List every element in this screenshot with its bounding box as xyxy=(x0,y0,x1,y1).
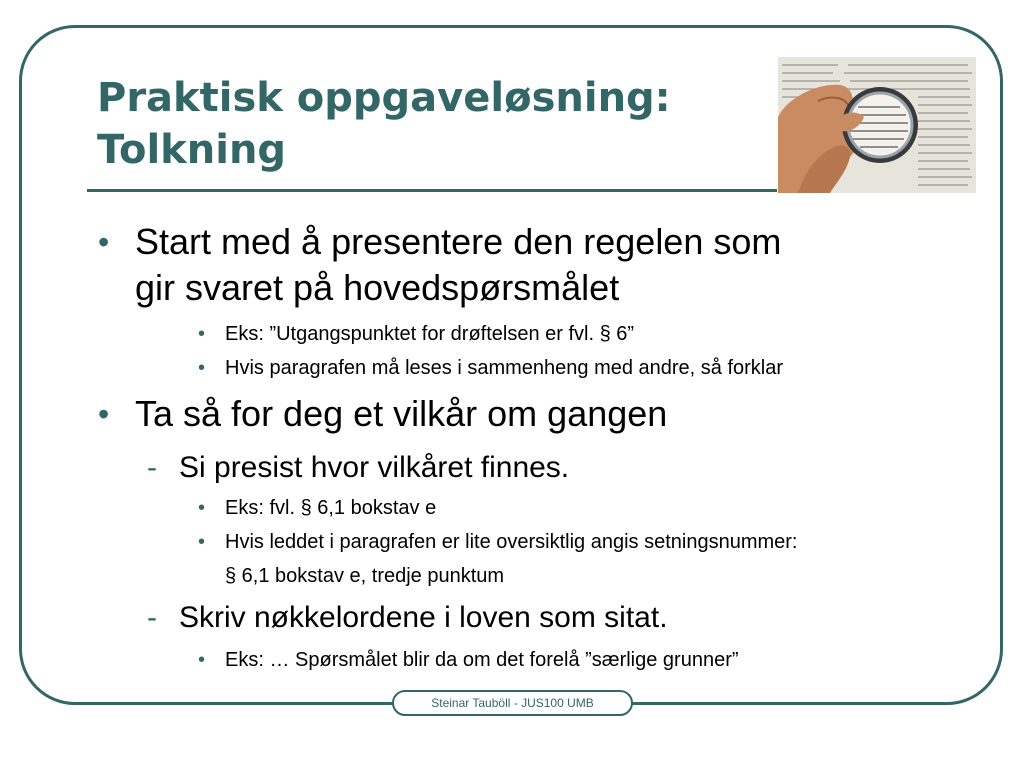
sub-bullet-3-1 xyxy=(198,643,985,677)
sub-bullet-1-1 xyxy=(198,317,985,351)
bullet-item-2 xyxy=(98,391,955,437)
dash-item-1 xyxy=(147,449,959,487)
dash-item-2-text: Skriv nøkkelordene i loven som sitat. xyxy=(179,601,668,634)
bullet-item-1 xyxy=(98,219,955,311)
footer-label: Steinar Tauböll - JUS100 UMB xyxy=(392,690,633,716)
dash-marker: - xyxy=(147,451,157,484)
dash-marker: - xyxy=(147,601,157,634)
bullet-marker: • xyxy=(98,396,110,432)
sub-bullet-marker: • xyxy=(198,323,206,345)
sub-bullet-1-2 xyxy=(198,351,985,385)
bullet-item-2-text: Ta så for deg et vilkår om gangen xyxy=(135,393,668,434)
sub-bullet-marker: • xyxy=(198,357,206,379)
title-line-1: Praktisk oppgaveløsning: xyxy=(97,75,671,121)
bullet-item-1-line-2: gir svaret på hovedspørsmålet xyxy=(135,267,620,308)
sub-bullet-2-2 xyxy=(198,525,985,559)
dash-item-2 xyxy=(147,599,959,637)
sub-bullet-2-2-line-1: Hvis leddet i paragrafen er lite oversiktlig angis setningsnummer: xyxy=(225,531,798,553)
sub-bullet-2-2-continuation xyxy=(225,559,985,593)
sub-bullet-2-1-text: Eks: fvl. § 6,1 bokstav e xyxy=(225,497,437,519)
sub-bullet-marker: • xyxy=(198,531,206,553)
sub-bullet-1-1-text: Eks: ”Utgangspunktet for drøftelsen er fvl. § 6” xyxy=(225,323,635,345)
sub-bullet-2-1 xyxy=(198,491,985,525)
title-line-2: Tolkning xyxy=(97,127,287,173)
sub-bullet-marker: • xyxy=(198,497,206,519)
sub-bullet-marker: • xyxy=(198,649,206,671)
sub-bullet-2-2-line-2: § 6,1 bokstav e, tredje punktum xyxy=(225,565,505,587)
bullet-item-1-line-1: Start med å presentere den regelen som xyxy=(135,221,782,262)
sub-bullet-1-2-text: Hvis paragrafen må leses i sammenheng med andre, så forklar xyxy=(225,357,784,379)
bullet-marker: • xyxy=(98,224,110,260)
sub-bullet-3-1-text: Eks: … Spørsmålet blir da om det forelå ”særlige grunner” xyxy=(225,649,739,671)
dash-item-1-text: Si presist hvor vilkåret finnes. xyxy=(179,451,570,484)
